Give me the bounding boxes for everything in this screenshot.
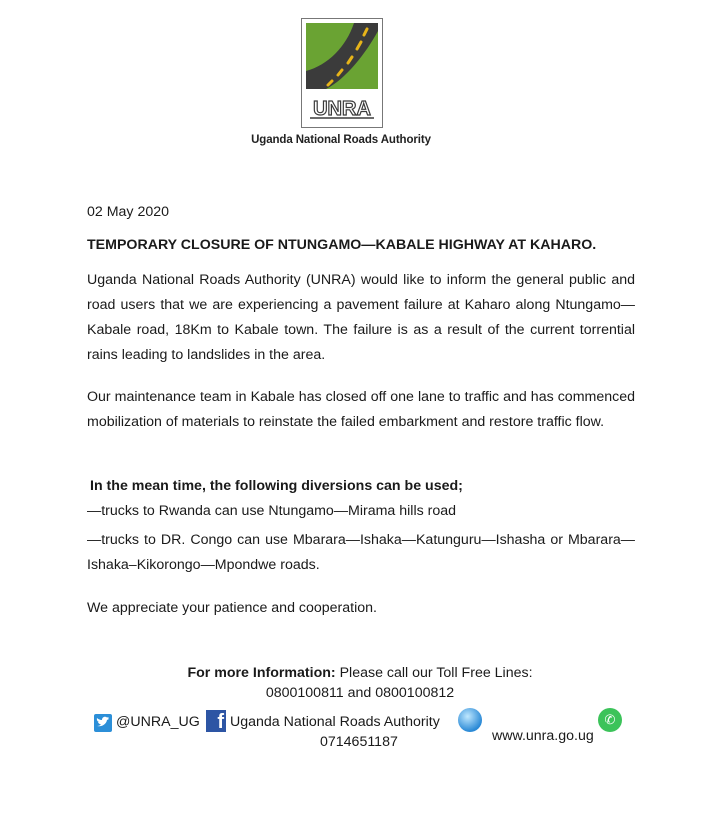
paragraph-maintenance: Our maintenance team in Kabale has closed off one lane to traffic and has commenced mobilization of materials to reinstate the failed embarkment and restore traffic flow. bbox=[87, 389, 635, 430]
road-icon bbox=[306, 23, 378, 123]
letter-date: 02 May 2020 bbox=[87, 204, 170, 220]
org-name: Uganda National Roads Authority bbox=[251, 134, 431, 146]
phone-number: 0714651187 bbox=[320, 734, 398, 750]
logo-lettering: UNRA bbox=[313, 98, 371, 120]
toll-free-numbers: 0800100811 and 0800100812 bbox=[265, 685, 455, 701]
website-link[interactable]: www.unra.go.ug bbox=[492, 728, 594, 744]
facebook-icon[interactable]: f bbox=[206, 710, 226, 732]
paragraph-notice: Uganda National Roads Authority (UNRA) would like to inform the general public and road users that we are experiencing a pavement failure at Kaharo along Ntungamo—Kabale road, 18Km to Kabale town. The failure is as a result of the current torrential rains leading to landslides in the area. bbox=[87, 272, 635, 363]
unra-logo bbox=[294, 18, 390, 128]
contact-info bbox=[0, 663, 720, 683]
diversions-heading: In the mean time, the following diversions can be used; bbox=[90, 478, 463, 494]
twitter-icon[interactable] bbox=[94, 714, 112, 732]
info-label: For more Information: bbox=[187, 665, 336, 681]
facebook-page-name[interactable]: Uganda National Roads Authority bbox=[230, 714, 440, 730]
diversion-congo: —trucks to DR. Congo can use Mbarara—Ishaka—Katunguru—Ishasha or Mbarara—Ishaka–Kikorongo—Mpondwe roads. bbox=[87, 532, 635, 573]
globe-icon bbox=[458, 708, 482, 732]
letter-title: TEMPORARY CLOSURE OF NTUNGAMO—KABALE HIGHWAY AT KAHARO. bbox=[87, 237, 597, 253]
info-text: Please call our Toll Free Lines: bbox=[335, 665, 533, 681]
diversion-rwanda: —trucks to Rwanda can use Ntungamo—Mirama hills road bbox=[87, 503, 457, 519]
twitter-handle[interactable]: @UNRA_UG bbox=[116, 714, 200, 730]
logo-frame bbox=[301, 18, 383, 128]
closing-line: We appreciate your patience and cooperation. bbox=[87, 600, 377, 616]
whatsapp-icon[interactable]: ✆ bbox=[598, 708, 622, 732]
